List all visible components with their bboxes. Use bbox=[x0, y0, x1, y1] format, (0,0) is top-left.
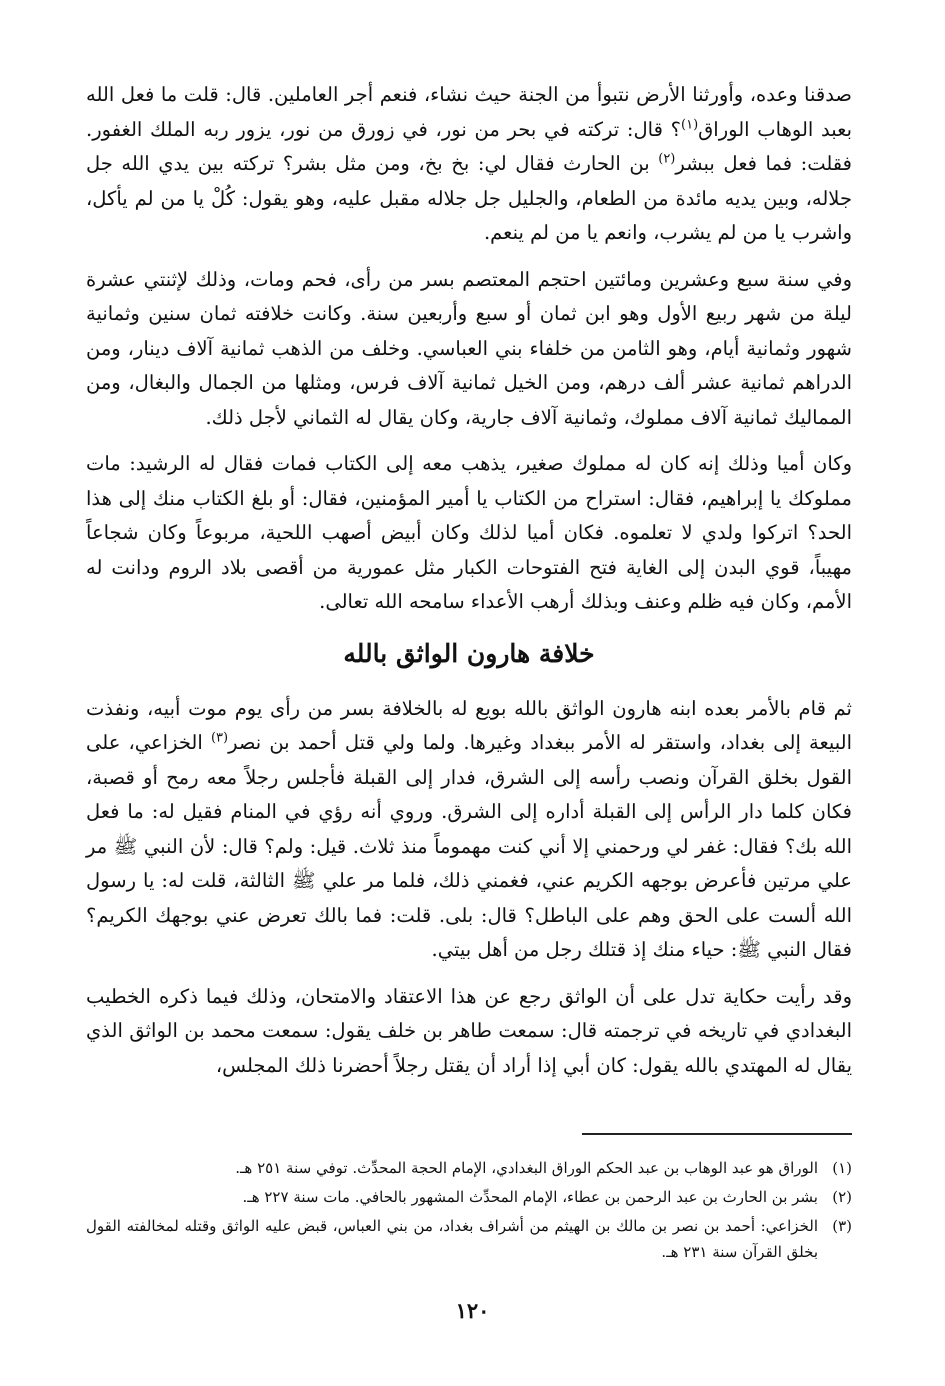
paragraph-3: وكان أميا وذلك إنه كان له مملوك صغير، يذهب معه إلى الكتاب فمات فقال له الرشيد: مات مملوكك يا إبراهيم، فقال: استراح من الكتاب يا أمير المؤمنين، فقال: أو بلغ الكتاب منك إلى هذا الحد؟ اتركوا ولدي لا تعلموه. فكان أميا لذلك وكان أبيض أصهب اللحية، مربوعاً وكان شجاعاً مهيباً، قوي البدن إلى الغاية فتح الفتوحات الكبار مثل عمورية من أقصى بلاد الروم ودانت له الأمم، وكان فيه ظلم وعنف وبذلك أرهب الأعداء سامحه الله تعالى. bbox=[86, 452, 852, 613]
footnote-text: الوراق هو عبد الوهاب بن عبد الحكم الوراق البغدادي، الإمام الحجة المحدِّث. توفي سنة ٢٥١ هـ. bbox=[235, 1159, 818, 1177]
footnote-number: (٣) bbox=[832, 1217, 852, 1235]
page-number: ١٢٠ bbox=[455, 1298, 490, 1323]
footnote-3 bbox=[86, 1213, 852, 1265]
paragraph-1-part-c: بن الحارث فقال لي: بخ بخ، ومن مثل بشر؟ تركته بين يدي الله جل جلاله، وبين يديه مائدة من الطعام، والجليل جل جلاله مقبل عليه، وهو يقول: كُلْ يا من لم يأكل، واشرب يا من لم يشرب، وانعم يا من لم ينعم. bbox=[86, 152, 852, 244]
paragraph-5: وقد رأيت حكاية تدل على أن الواثق رجع عن هذا الاعتقاد والامتحان، وذلك فيما ذكره الخطيب البغدادي في تاريخه في ترجمته قال: سمعت طاهر بن خلف يقول: سمعت محمد بن الواثق الذي يقال له المهتدي بالله يقول: كان أبي إذا أراد أن يقتل رجلاً أحضرنا ذلك المجلس، bbox=[86, 984, 852, 1077]
footnote-text: الخزاعي: أحمد بن نصر بن مالك بن الهيثم من أشراف بغداد، من بني العباس، قبض عليه الواثق وقتله لمخالفته القول بخلق القرآن سنة ٢٣١ هـ. bbox=[86, 1217, 818, 1261]
footnote-marker-2: (٢) bbox=[658, 151, 676, 167]
paragraph-1 bbox=[86, 78, 852, 251]
footnote-1 bbox=[86, 1155, 852, 1181]
paragraph-4-part-b: الخزاعي، على القول بخلق القرآن ونصب رأسه إلى الشرق، فدار إلى القبلة فأجلس رجلاً معه رمح أو قصبة، فكان كلما دار الرأس إلى القبلة أداره إلى الشرق. وروي أنه رؤي في المنام فقيل له: ما فعل الله بك؟ فقال: غفر لي ورحمني إلا أني كنت مهموماً منذ ثلاث. قيل: ولم؟ قال: لأن النبي ﷺ مر علي مرتين فأعرض بوجهه الكريم عني، فغمني ذلك، فلما مر علي ﷺ الثالثة، قلت له: يا رسول الله ألست على الحق وهم على الباطل؟ قال: بلى. قلت: فما بالك تعرض عني بوجهك الكريم؟ فقال النبي ﷺ: حياء منك إذ قتلك رجل من أهل بيتي. bbox=[86, 731, 852, 961]
paragraph-4-part-a: ثم قام بالأمر بعده ابنه هارون الواثق بالله بويع له بالخلافة بسر من رأى يوم موت أبيه، ونفذت البيعة إلى بغداد، واستقر له الأمر ببغداد وغيرها. ولما ولي قتل أحمد بن نصر bbox=[86, 696, 853, 754]
paragraph-4 bbox=[86, 692, 852, 968]
section-title: خلافة هارون الواثق بالله bbox=[343, 638, 595, 668]
footnote-marker-1: (١) bbox=[681, 117, 699, 132]
footnotes bbox=[86, 1155, 852, 1268]
footnote-text: بشر بن الحارث بن عبد الرحمن بن عطاء، الإمام المحدِّث المشهور بالحافي. مات سنة ٢٢٧ هـ. bbox=[242, 1188, 818, 1206]
paragraph-2: وفي سنة سبع وعشرين ومائتين احتجم المعتصم بسر من رأى، فحم ومات، وذلك لإثنتي عشرة ليلة من شهر ربيع الأول وهو ابن ثمان أو سبع وأربعين سنة. وكانت خلافته ثمان سنين وثمانية شهور وثمانية أيام، وهو الثامن من خلفاء بني العباسي. وخلف من الذهب ثمانية آلاف دينار، ومن الدراهم ثمانية عشر ألف درهم، ومن الخيل ثمانية آلاف فرس، ومثلها من الجمال والبغال، ومن المماليك ثمانية آلاف مملوك، وثمانية آلاف جارية، وكان يقال له الثماني لأجل ذلك. bbox=[86, 267, 852, 429]
footnote-divider bbox=[582, 1133, 852, 1135]
paragraph-1-part-a: صدقنا وعده، وأورثنا الأرض نتبوأ من الجنة حيث نشاء، فنعم أجر العاملين. قال: قلت ما فعل الله بعبد الوهاب الوراق bbox=[86, 83, 853, 141]
footnote-marker-3: (٣) bbox=[210, 730, 229, 746]
footnote-number: (٢) bbox=[832, 1188, 852, 1206]
footnote-number: (١) bbox=[832, 1159, 852, 1177]
paragraph-1-part-b: ؟ قال: تركته في بحر من نور، في زورق من نور، يزور ربه الملك الغفور. فقلت: فما فعل ببشر bbox=[86, 117, 852, 175]
footnote-2 bbox=[86, 1184, 852, 1210]
